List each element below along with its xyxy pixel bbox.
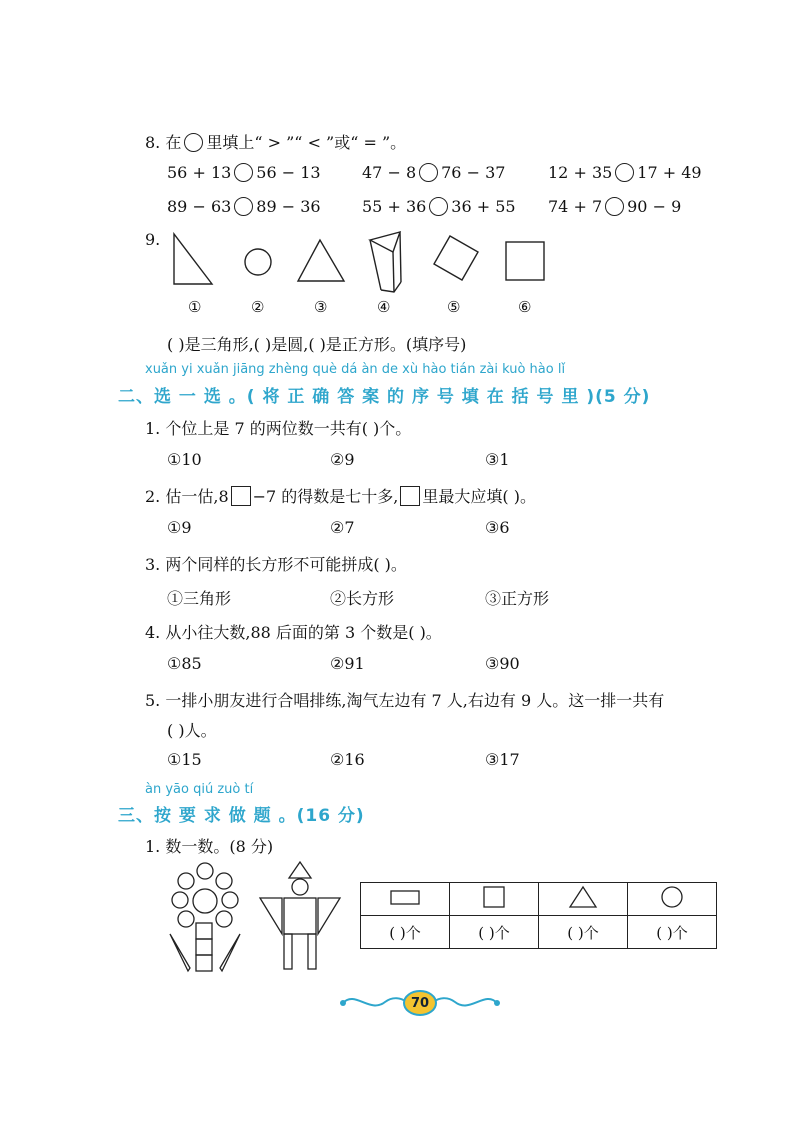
answer-box[interactable] [231,486,251,506]
option[interactable]: ②91 [330,654,365,673]
square-icon [479,884,509,910]
tilted-square-shape [434,236,478,280]
shape-label: ③ [314,298,328,316]
q8-item: 47 − 8 76 − 37 [362,163,506,182]
q9-sentence: ( )是三角形,( )是圆,( )是正方形。(填序号) [167,335,467,354]
q8-item: 12 + 35 17 + 49 [548,163,702,182]
q9-shapes [160,228,560,298]
table-cell [628,883,717,916]
option[interactable]: ①85 [167,654,202,673]
shape-label: ⑤ [447,298,461,316]
q8-item: 56 + 13 56 − 13 [167,163,321,182]
option[interactable]: ②16 [330,750,365,769]
triangle-shape [298,240,344,281]
circle-icon [657,884,687,910]
flower-figure [170,863,240,971]
shape-figures [160,858,350,976]
right-triangle-shape [174,234,212,284]
s2-question-5: 5. 一排小朋友进行合唱排练,淘气左边有 7 人,右边有 9 人。这一排一共有 [145,691,665,710]
answer-box [400,486,420,506]
table-row [361,916,717,949]
shape-label: ⑥ [518,298,532,316]
option[interactable]: ①三角形 [167,589,232,608]
option[interactable]: ③17 [485,750,520,769]
q8-item: 89 − 63 89 − 36 [167,197,321,216]
q8-instruction: 8. 在 里填上“ > ”“ < ”或“ = ”。 [145,133,407,152]
count-cell[interactable]: ( )个 [628,916,717,949]
rectangle-icon [385,885,425,909]
s2-question-3: 3. 两个同样的长方形不可能拼成( )。 [145,555,407,574]
option[interactable]: ②9 [330,450,355,469]
q8-item: 74 + 7 90 − 9 [548,197,682,216]
triangular-prism-shape [370,232,401,292]
s2-question-2: 2. 估一估,8 −7 的得数是七十多, 里最大应填( )。 [145,487,536,506]
table-cell [539,883,628,916]
square-shape [506,242,544,280]
robot-figure [260,862,340,969]
option[interactable]: ①10 [167,450,202,469]
section2-title: 二、选 一 选 。( 将 正 确 答 案 的 序 号 填 在 括 号 里 )(5 分) [118,387,651,407]
answer-circle[interactable] [615,163,634,182]
q8-item: 55 + 36 36 + 55 [362,197,516,216]
s2-question-4: 4. 从小往大数,88 后面的第 3 个数是( )。 [145,623,442,642]
option[interactable]: ③正方形 [485,589,550,608]
option[interactable]: ②7 [330,518,355,537]
table-row [361,883,717,916]
circle-shape [245,249,271,275]
shape-label: ② [251,298,265,316]
count-cell[interactable]: ( )个 [361,916,450,949]
triangle-icon [565,884,601,910]
page-number: 70 [410,996,430,1011]
option[interactable]: ③90 [485,654,520,673]
q9-number: 9. [145,230,161,249]
section3-title: 三、按 要 求 做 题 。(16 分) [118,806,365,826]
option[interactable]: ③6 [485,518,510,537]
s3-question-1: 1. 数一数。(8 分) [145,837,274,856]
count-cell[interactable]: ( )个 [539,916,628,949]
option[interactable]: ①15 [167,750,202,769]
shape-label: ④ [377,298,391,316]
count-cell[interactable]: ( )个 [450,916,539,949]
answer-circle[interactable] [419,163,438,182]
s2-question-1: 1. 个位上是 7 的两位数一共有( )个。 [145,419,412,438]
count-table [360,882,717,949]
answer-circle[interactable] [234,197,253,216]
answer-circle[interactable] [605,197,624,216]
table-cell [450,883,539,916]
option[interactable]: ②长方形 [330,589,395,608]
answer-circle[interactable] [234,163,253,182]
answer-circle[interactable] [429,197,448,216]
section2-pinyin: xuǎn yi xuǎn jiāng zhèng què dá àn de xù hào tián zài kuò hào lǐ [145,362,566,377]
shape-label: ① [188,298,202,316]
s2-question-5-cont: ( )人。 [167,721,217,740]
table-cell [361,883,450,916]
option[interactable]: ③1 [485,450,510,469]
section3-pinyin: àn yāo qiú zuò tí [145,782,254,797]
option[interactable]: ①9 [167,518,192,537]
answer-circle [184,133,203,152]
